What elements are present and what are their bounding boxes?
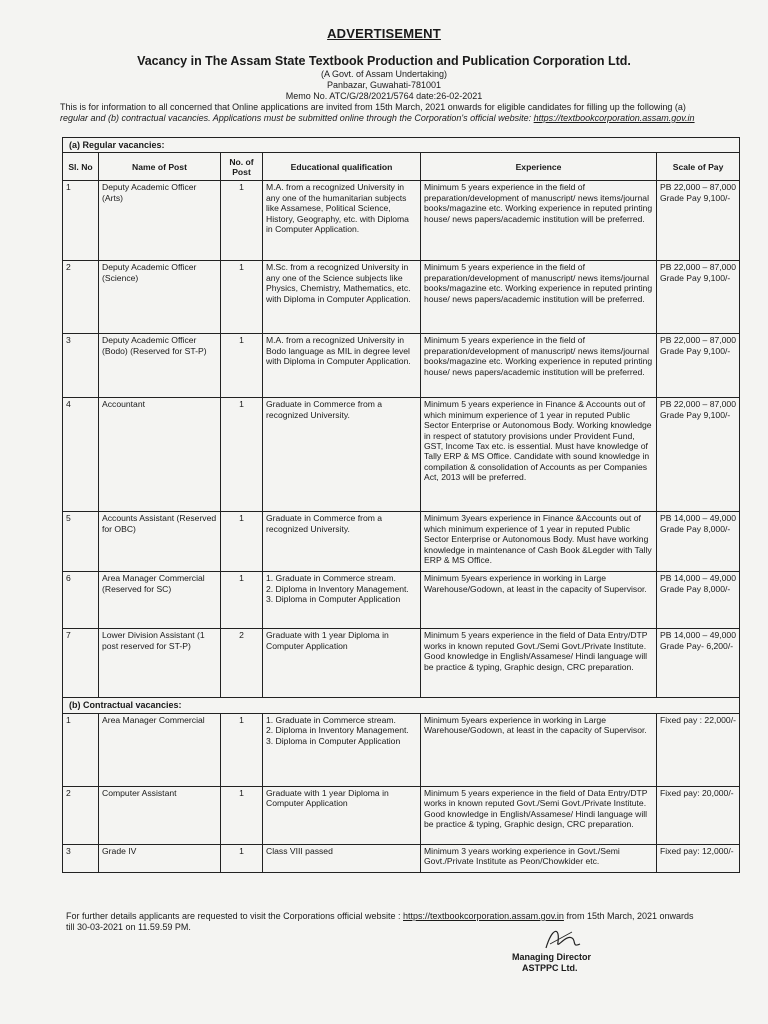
cell-sl-no: 6 [63,572,99,629]
footer-website-link[interactable]: https://textbookcorporation.assam.gov.in [403,911,564,921]
cell-post-name: Area Manager Commercial [99,713,221,786]
table-row [63,786,740,844]
cell-post-name: Lower Division Assistant (1 post reserved for ST-P) [99,629,221,698]
table-row [63,844,740,872]
cell-experience: Minimum 5 years experience in the field of preparation/development of manuscript/ news items/journal books/magazine etc. Working experience in reputed printing house/ news papers/academic institution will be preferred. [421,181,657,261]
header-pay-scale: Scale of Pay [657,153,740,181]
intro-line-2 [60,113,740,124]
cell-qualification: 1. Graduate in Commerce stream. 2. Diploma in Inventory Management. 3. Diploma in Computer Application [263,572,421,629]
cell-experience: Minimum 5 years experience in the field of preparation/development of manuscript/ news items/journal books/magazine etc. Working experience in reputed printing house/ news papers/academic institution will be preferred. [421,334,657,398]
cell-post-name: Deputy Academic Officer (Bodo) (Reserved for ST-P) [99,334,221,398]
signatory-title: Managing Director [512,952,592,962]
cell-qualification: 1. Graduate in Commerce stream. 2. Diploma in Inventory Management. 3. Diploma in Computer Application [263,713,421,786]
table-row [63,713,740,786]
header-sl-no: Sl. No [63,153,99,181]
cell-pay-scale: PB 22,000 – 87,000 Grade Pay 9,100/- [657,181,740,261]
cell-experience: Minimum 5 years experience in the field of Data Entry/DTP works in known reputed Govt./Semi Govt./Private Institute. Good knowledge in English/Assamese/ Hindi language will be practice & typing, Graphic design, CRC preparation. [421,629,657,698]
cell-post-count: 2 [221,629,263,698]
cell-pay-scale: PB 22,000 – 87,000 Grade Pay 9,100/- [657,261,740,334]
cell-post-count: 1 [221,398,263,512]
table-row [63,629,740,698]
footer-text: For further details applicants are requested to visit the Corporations official website : [66,911,404,921]
cell-post-count: 1 [221,512,263,572]
signature-scribble-icon [542,924,582,954]
cell-qualification: Graduate with 1 year Diploma in Computer Application [263,629,421,698]
cell-post-count: 1 [221,572,263,629]
cell-post-count: 1 [221,261,263,334]
section-regular-heading: (a) Regular vacancies: [63,138,740,153]
cell-post-name: Accounts Assistant (Reserved for OBC) [99,512,221,572]
cell-experience: Minimum 5 years experience in Finance & Accounts out of which minimum experience of 1 year in reputed Public Sector Enterprise or Autonomous Body. Working knowledge in respect of statutory provisions under Provident Fund, GST, Income Tax etc. is essential. Must have knowledge of Tally ERP & MS Office. Candidate with sound knowledge in compilation & consolidation of Accounts as per Companies Act, 2013 will be preferred. [421,398,657,512]
header-post-name: Name of Post [99,153,221,181]
cell-qualification: Class VIII passed [263,844,421,872]
header-post-count: No. of Post [221,153,263,181]
cell-pay-scale: PB 14,000 – 49,000 Grade Pay 8,000/- [657,512,740,572]
cell-sl-no: 4 [63,398,99,512]
cell-qualification: M.A. from a recognized University in Bodo language as MIL in degree level with Diploma in Computer Application. [263,334,421,398]
cell-pay-scale: PB 22,000 – 87,000 Grade Pay 9,100/- [657,398,740,512]
cell-post-count: 1 [221,786,263,844]
cell-pay-scale: PB 22,000 – 87,000 Grade Pay 9,100/- [657,334,740,398]
cell-post-count: 1 [221,181,263,261]
cell-pay-scale: Fixed pay : 22,000/- [657,713,740,786]
cell-experience: Minimum 5years experience in working in Large Warehouse/Godown, at least in the capacity of Supervisor. [421,572,657,629]
cell-qualification: Graduate in Commerce from a recognized University. [263,512,421,572]
signature-block [512,952,622,974]
signatory-org: ASTPPC Ltd. [522,963,578,973]
cell-pay-scale: PB 14,000 – 49,000 Grade Pay- 6,200/- [657,629,740,698]
intro-line-1: This is for information to all concerned that Online applications are invited from 15th March, 2021 onwards for eligible candidates for filling up the following (a) [60,102,686,112]
cell-qualification: M.A. from a recognized University in any one of the humanitarian subjects like Assamese, Political Science, History, Geography, etc. with Diploma in Computer Application. [263,181,421,261]
cell-experience: Minimum 5 years experience in the field of Data Entry/DTP works in known reputed Govt./Semi Govt./Private Institute. Good knowledge in English/Assamese/ Hindi language will be practice & typing, Graphic design, CRC preparation. [421,786,657,844]
cell-post-name: Grade IV [99,844,221,872]
cell-sl-no: 5 [63,512,99,572]
memo-number: Memo No. ATC/G/28/2021/5764 date:26-02-2021 [285,91,483,101]
cell-qualification: M.Sc. from a recognized University in any one of the Science subjects like Physics, Chemistry, Mathematics, etc. with Diploma in Computer Application. [263,261,421,334]
cell-experience: Minimum 5years experience in working in Large Warehouse/Godown, at least in the capacity of Supervisor. [421,713,657,786]
cell-post-count: 1 [221,713,263,786]
cell-pay-scale: Fixed pay: 12,000/- [657,844,740,872]
org-subtitle: (A Govt. of Assam Undertaking) [320,69,448,79]
cell-sl-no: 2 [63,261,99,334]
cell-pay-scale: PB 14,000 – 49,000 Grade Pay 8,000/- [657,572,740,629]
cell-post-name: Area Manager Commercial (Reserved for SC) [99,572,221,629]
footer-note [66,911,742,933]
table-row [63,261,740,334]
website-link[interactable]: https://textbookcorporation.assam.gov.in [533,113,695,123]
vacancy-title: Vacancy in The Assam State Textbook Production and Publication Corporation Ltd. [137,54,631,68]
cell-experience: Minimum 3years experience in Finance &Accounts out of which minimum experience of 1 year in reputed Public Sector Enterprise or Autonomous Body. Must have working knowledge in maintenance of Cash Book &Legder with Tally ERP & MS Office. [421,512,657,572]
cell-pay-scale: Fixed pay: 20,000/- [657,786,740,844]
cell-post-name: Deputy Academic Officer (Science) [99,261,221,334]
cell-post-name: Accountant [99,398,221,512]
cell-sl-no: 2 [63,786,99,844]
cell-experience: Minimum 3 years working experience in Govt./Semi Govt./Private Institute as Peon/Chowkider etc. [421,844,657,872]
cell-qualification: Graduate in Commerce from a recognized University. [263,398,421,512]
vacancy-table [62,137,740,873]
cell-post-count: 1 [221,334,263,398]
cell-sl-no: 1 [63,181,99,261]
cell-sl-no: 7 [63,629,99,698]
cell-sl-no: 3 [63,334,99,398]
org-address: Panbazar, Guwahati-781001 [326,80,442,90]
header-experience: Experience [421,153,657,181]
cell-sl-no: 3 [63,844,99,872]
cell-experience: Minimum 5 years experience in the field of preparation/development of manuscript/ news items/journal books/magazine etc. Working experience in reputed printing house/ news papers/academic institution will be preferred. [421,261,657,334]
intro-text: regular and (b) contractual vacancies. Applications must be submitted online through the Corporation's official website: [60,113,534,123]
advertisement-heading: ADVERTISEMENT [327,26,441,41]
table-row [63,512,740,572]
table-row [63,398,740,512]
footer-deadline: till 30-03-2021 on 11.59.59 PM. [66,922,191,932]
cell-sl-no: 1 [63,713,99,786]
cell-post-name: Deputy Academic Officer (Arts) [99,181,221,261]
table-row [63,181,740,261]
header-qualification: Educational qualification [263,153,421,181]
table-row [63,334,740,398]
table-row [63,572,740,629]
cell-post-count: 1 [221,844,263,872]
cell-qualification: Graduate with 1 year Diploma in Computer Application [263,786,421,844]
section-contractual-heading: (b) Contractual vacancies: [63,698,740,713]
footer-date-text: from 15th March, 2021 onwards [563,911,694,921]
cell-post-name: Computer Assistant [99,786,221,844]
